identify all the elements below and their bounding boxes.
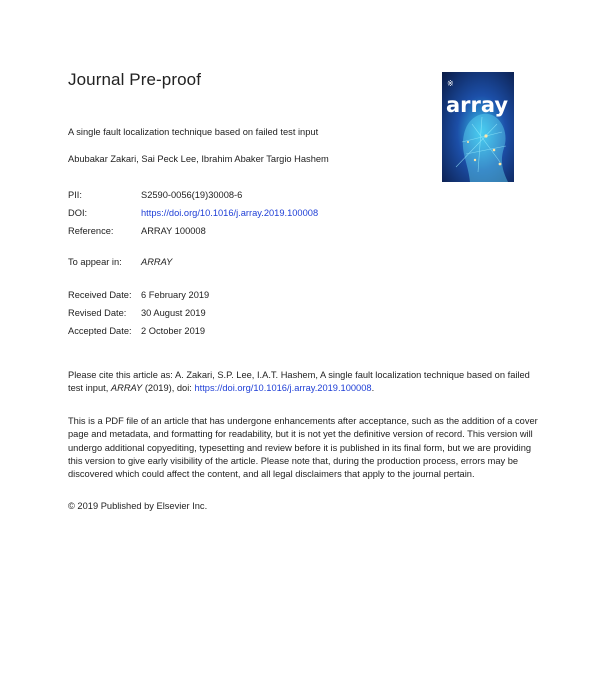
received-date-value: 6 February 2019: [141, 290, 210, 300]
citation-middle: (2019), doi:: [142, 383, 195, 394]
notice-paragraph: This is a PDF file of an article that has undergone enhancements after acceptance, such as the addition of a cover page and metadata, and formatting for readability, but it is not yet the definitive version of record. This version will undergo additional copyediting, typesetting and review before it is published in its final form, but we are providing this version to give early visibility of the article. Please note that, during the production process, errors may be discovered which could affect the content, and all legal disclaimers that apply to the journal pertain.: [68, 416, 538, 480]
accepted-date-label: Accepted Date:: [68, 326, 132, 336]
appear-in-value: ARRAY: [141, 257, 173, 267]
journal-cover-image: [442, 72, 514, 182]
citation-journal: ARRAY: [110, 383, 143, 394]
citation-suffix: .: [371, 383, 375, 394]
doi-link[interactable]: https://doi.org/10.1016/j.array.2019.100008: [141, 208, 319, 218]
reference-value: ARRAY 100008: [141, 226, 206, 236]
received-date-label: Received Date:: [68, 290, 132, 300]
accepted-date-value: 2 October 2019: [141, 326, 206, 336]
doi-label: DOI:: [68, 208, 88, 218]
cover-journal-name: array: [446, 93, 509, 117]
article-title: A single fault localization technique based on failed test input: [68, 127, 319, 137]
citation-paragraph: [68, 369, 538, 396]
pii-value: S2590-0056(19)30008-6: [141, 190, 243, 200]
cover-art: [442, 72, 514, 182]
reference-label: Reference:: [68, 226, 114, 236]
revised-date-label: Revised Date:: [68, 308, 127, 318]
copyright-line: © 2019 Published by Elsevier Inc.: [68, 501, 208, 511]
appear-in-label: To appear in:: [68, 257, 122, 267]
citation-doi-link[interactable]: https://doi.org/10.1016/j.array.2019.100008: [194, 383, 372, 394]
article-authors: Abubakar Zakari, Sai Peck Lee, Ibrahim Abaker Targio Hashem: [68, 154, 329, 164]
page-title: Journal Pre-proof: [68, 70, 202, 89]
pii-label: PII:: [68, 190, 82, 200]
svg-text:※: ※: [447, 79, 454, 88]
citation-prefix: Please cite this article as: A. Zakari, S.P. Lee, I.A.T. Hashem, A single fault localization technique based on failed test input,: [68, 370, 530, 394]
revised-date-value: 30 August 2019: [141, 308, 206, 318]
